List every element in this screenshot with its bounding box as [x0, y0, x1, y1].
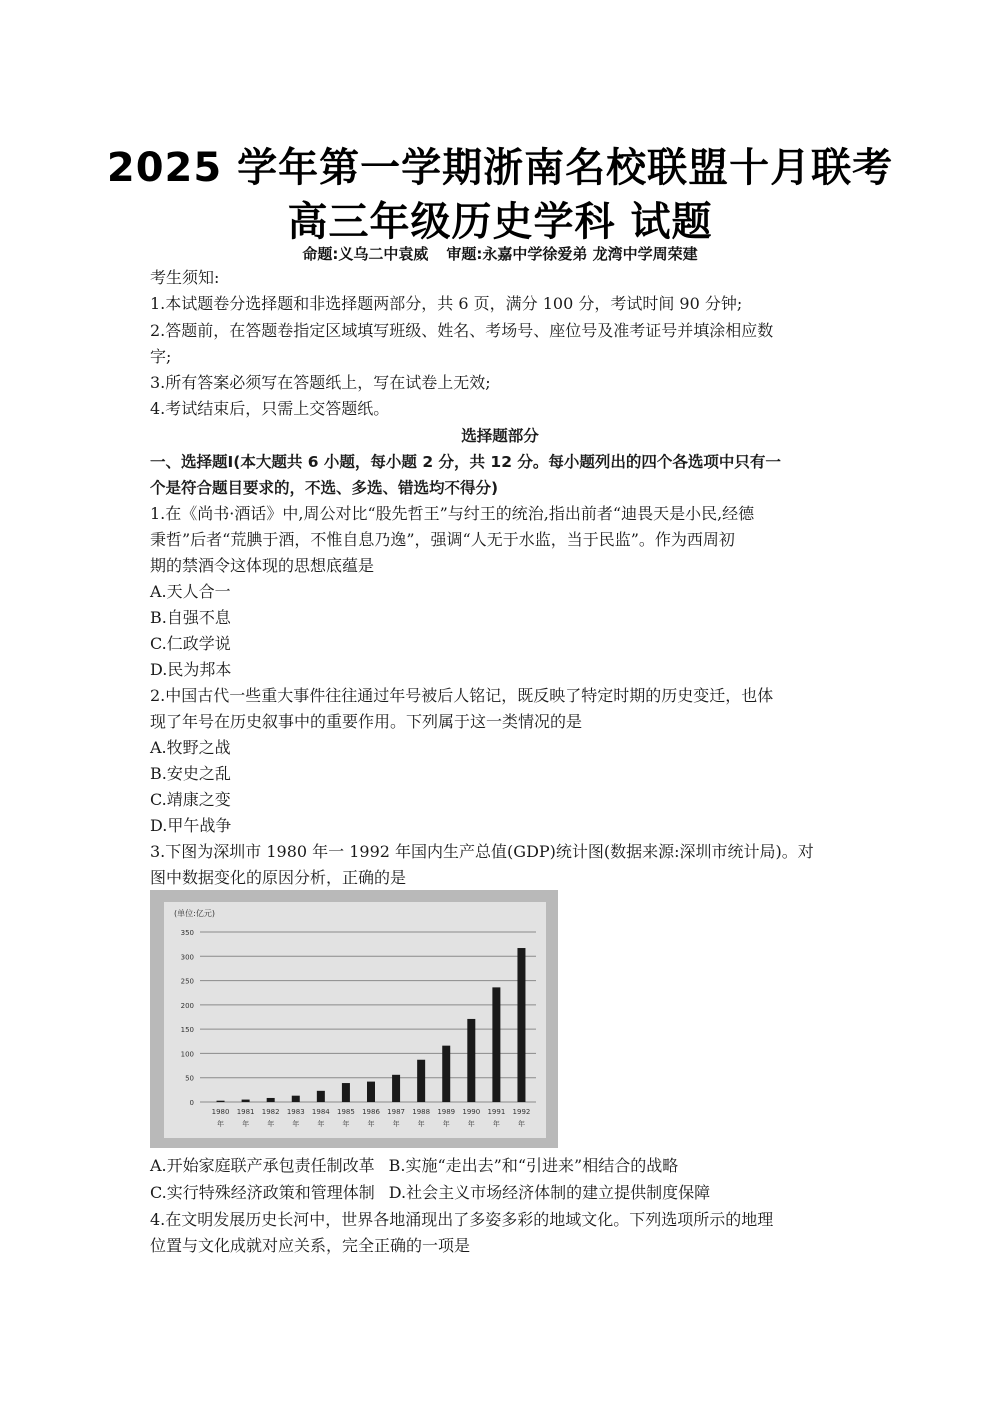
q2-option-d: D.甲午战争	[150, 816, 232, 835]
x-tick-label: 1987	[387, 1108, 405, 1116]
x-tick-label: 1982	[261, 1108, 280, 1116]
gdp-bar-1990	[467, 1019, 475, 1102]
exam-credits	[0, 243, 1000, 264]
x-tick-suffix: 年	[392, 1120, 400, 1128]
gdp-bar-1984	[317, 1091, 325, 1102]
x-tick-label: 1984	[311, 1108, 330, 1116]
q1-option-c: C.仁政学说	[150, 634, 231, 653]
gdp-bar-1980	[217, 1101, 225, 1102]
q3-option-c: C.实行特殊经济政策和管理体制	[150, 1183, 375, 1202]
q3-stem-line2: 图中数据变化的原因分析，正确的是	[150, 868, 407, 887]
q2-option-c: C.靖康之变	[150, 790, 231, 809]
q4-stem-line1: 4.在文明发展历史长河中，世界各地涌现出了多姿多彩的地域文化。下列选项所示的地理	[150, 1210, 774, 1229]
x-tick-suffix: 年	[317, 1120, 325, 1128]
q3-stem-line1: 3.下图为深圳市 1980 年一 1992 年国内生产总值(GDP)统计图(数据来源:深圳市统计局)。对	[150, 842, 814, 861]
y-tick-label: 250	[180, 977, 194, 986]
x-tick-suffix: 年	[267, 1120, 275, 1128]
gdp-bar-1988	[417, 1060, 425, 1102]
q1-stem-line3: 期的禁酒令这体现的思想底蕴是	[150, 556, 375, 575]
chart-unit-label: (单位:亿元)	[174, 909, 215, 918]
section-instruction-1: 一、选择题Ⅰ(本大题共 6 小题，每小题 2 分，共 12 分。每小题列出的四个各选项中只有一	[150, 453, 781, 471]
x-tick-label: 1992	[512, 1108, 531, 1116]
x-tick-label: 1986	[362, 1108, 380, 1116]
gdp-bar-1987	[392, 1075, 400, 1102]
gdp-chart-panel	[164, 902, 546, 1138]
gdp-bar-1982	[267, 1098, 275, 1102]
x-tick-suffix: 年	[442, 1120, 450, 1128]
x-tick-label: 1990	[462, 1108, 481, 1116]
q2-stem-line1: 2.中国古代一些重大事件往往通过年号被后人铭记，既反映了特定时期的历史变迁，也体	[150, 686, 774, 705]
q2-stem-line2: 现了年号在历史叙事中的重要作用。下列属于这一类情况的是	[150, 712, 583, 731]
gdp-bar-1992	[517, 948, 525, 1102]
q1-option-d: D.民为邦本	[150, 660, 232, 679]
notice-item-4: 4.考试结束后，只需上交答题纸。	[150, 399, 390, 418]
q3-option-b: B.实施“走出去”和“引进来”相结合的战略	[388, 1156, 679, 1175]
x-tick-label: 1985	[337, 1108, 355, 1116]
section-instruction-2: 个是符合题目要求的，不选、多选、错选均不得分)	[150, 479, 499, 497]
x-tick-label: 1983	[286, 1108, 305, 1116]
exam-title-line1: 2025 学年第一学期浙南名校联盟十月联考	[106, 145, 894, 191]
section-title: 选择题部分	[461, 427, 539, 445]
notice-heading: 考生须知:	[150, 268, 220, 287]
gdp-chart-photo	[150, 890, 558, 1148]
q2-option-b: B.安史之乱	[150, 764, 231, 783]
x-tick-suffix: 年	[517, 1120, 525, 1128]
x-tick-label: 1981	[236, 1108, 255, 1116]
x-tick-suffix: 年	[467, 1120, 475, 1128]
notice-item-1: 1.本试题卷分选择题和非选择题两部分，共 6 页，满分 100 分，考试时间 90 分钟;	[150, 294, 743, 313]
notice-item-2: 2.答题前，在答题卷指定区域填写班级、姓名、考场号、座位号及准考证号并填涂相应数	[150, 321, 774, 340]
q3-options-row2	[150, 1182, 850, 1204]
gdp-bar-chart	[164, 902, 546, 1138]
y-tick-label: 50	[185, 1074, 194, 1083]
gdp-bar-1983	[292, 1096, 300, 1102]
q2-option-a: A.牧野之战	[150, 738, 231, 757]
y-tick-label: 100	[180, 1050, 194, 1059]
x-tick-label: 1980	[211, 1108, 230, 1116]
exam-title-line2: 高三年级历史学科 试题	[287, 199, 713, 245]
x-tick-label: 1991	[487, 1108, 506, 1116]
x-tick-suffix: 年	[292, 1120, 300, 1128]
q3-option-d: D.社会主义市场经济体制的建立提供制度保障	[388, 1183, 711, 1202]
gdp-bar-1991	[492, 987, 500, 1102]
x-tick-suffix: 年	[367, 1120, 375, 1128]
y-tick-label: 150	[180, 1026, 194, 1035]
notice-item-3: 3.所有答案必须写在答题纸上，写在试卷上无效;	[150, 373, 491, 392]
x-tick-suffix: 年	[217, 1120, 225, 1128]
q1-stem-line1: 1.在《尚书·酒话》中,周公对比“股先哲王”与纣王的统治,指出前者“迪畏天是小民,经德	[150, 504, 755, 523]
y-tick-label: 200	[180, 1001, 194, 1010]
x-tick-suffix: 年	[242, 1120, 250, 1128]
gdp-bar-1986	[367, 1082, 375, 1102]
y-tick-label: 300	[180, 953, 194, 962]
q4-stem-line2: 位置与文化成就对应关系，完全正确的一项是	[150, 1236, 471, 1255]
reviewer-credit: 审题:永嘉中学徐爱弟 龙湾中学周荣建	[446, 245, 698, 263]
gdp-bar-1985	[342, 1083, 350, 1102]
q1-option-b: B.自强不息	[150, 608, 231, 627]
gdp-bar-1989	[442, 1046, 450, 1102]
y-tick-label: 350	[180, 929, 194, 937]
x-tick-label: 1988	[412, 1108, 431, 1116]
q1-option-a: A.天人合一	[150, 582, 231, 601]
x-tick-suffix: 年	[492, 1120, 500, 1128]
gdp-bar-1981	[242, 1100, 250, 1102]
q1-stem-line2: 秉哲”后者“荒腆于酒，不惟自息乃逸”，强调“人无于水监，当于民监”。作为西周初	[150, 530, 735, 549]
x-tick-suffix: 年	[342, 1120, 350, 1128]
y-tick-label: 0	[189, 1099, 194, 1107]
proposer-credit: 命题:义乌二中袁威	[302, 245, 429, 263]
q3-option-a: A.开始家庭联产承包责任制改革	[150, 1156, 375, 1175]
x-tick-label: 1989	[437, 1108, 456, 1116]
notice-item-2-cont: 字;	[150, 347, 172, 366]
x-tick-suffix: 年	[417, 1120, 425, 1128]
q3-options-row1	[150, 1155, 850, 1177]
